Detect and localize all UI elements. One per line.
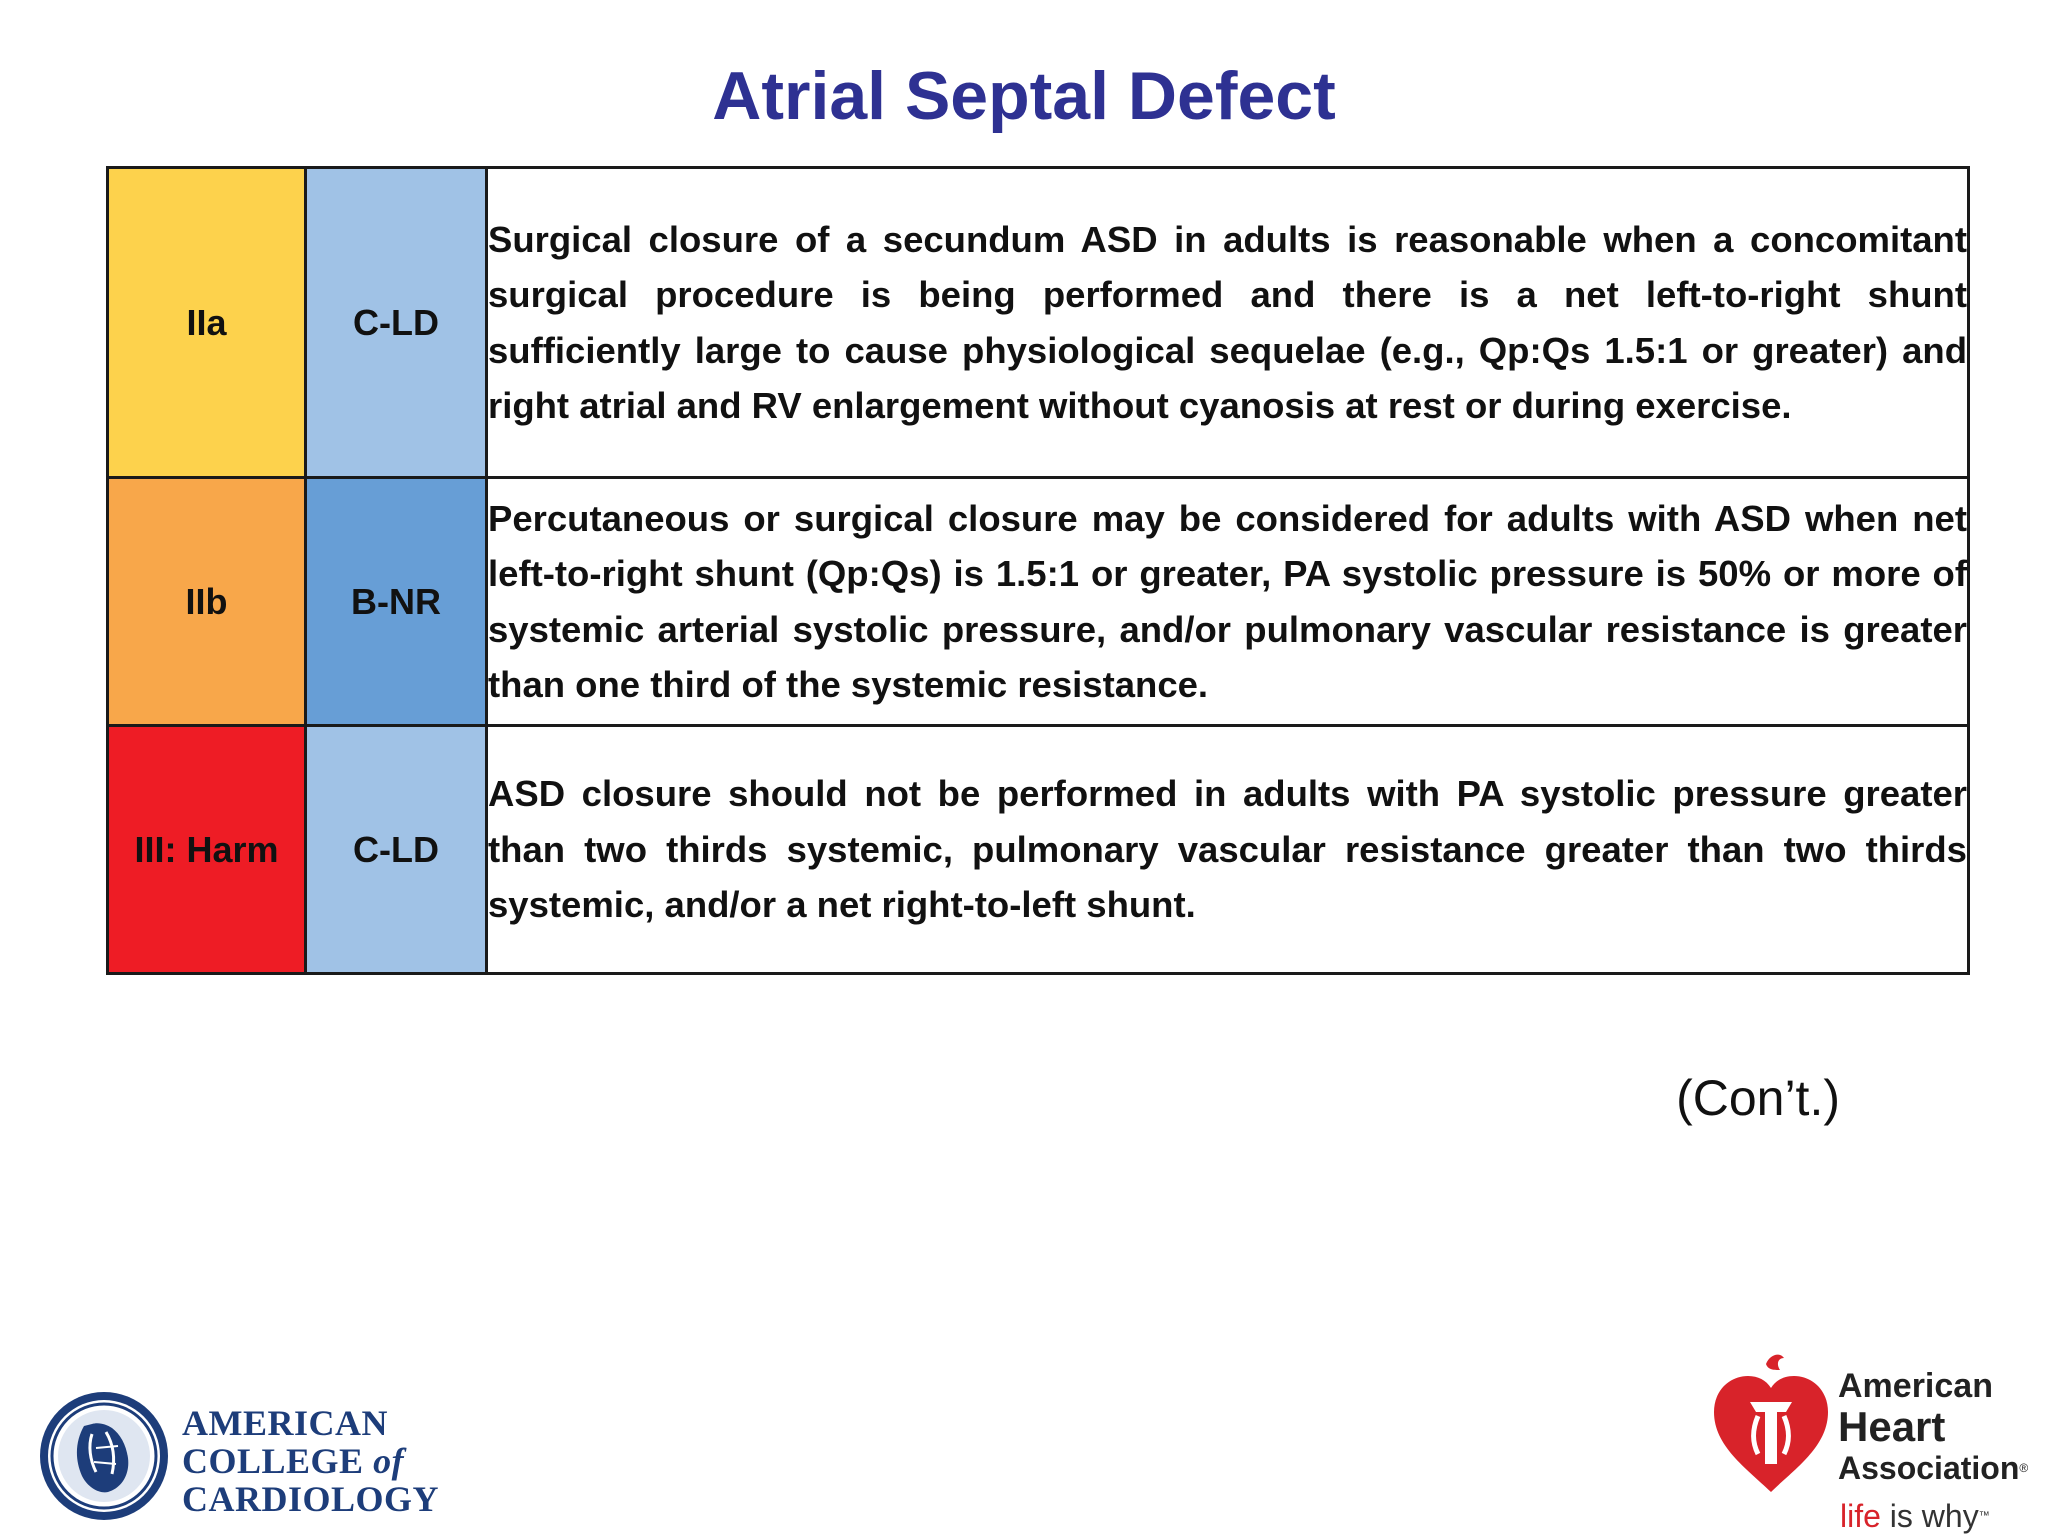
heart-torch-icon bbox=[1706, 1350, 1836, 1500]
acc-wordmark bbox=[182, 1404, 439, 1518]
continued-label: (Con’t.) bbox=[1676, 1070, 1840, 1126]
aha-registered-mark: ® bbox=[2019, 1461, 2029, 1475]
aha-tagline bbox=[1840, 1498, 1990, 1534]
aha-wordmark bbox=[1838, 1366, 2028, 1488]
aha-line-3 bbox=[1838, 1448, 2028, 1488]
recommendation-row bbox=[108, 168, 1969, 478]
aha-trademark: ™ bbox=[1978, 1510, 1990, 1522]
recommendation-text-cell: ASD closure should not be performed in adults with PA systolic pressure greater than two thirds systemic, pulmonary vascular resistance greater than two thirds systemic, and/or a net right-to-left shunt. bbox=[487, 726, 1969, 974]
aha-line-1: American bbox=[1838, 1367, 1993, 1405]
acc-line-3: CARDIOLOGY bbox=[182, 1479, 440, 1519]
recommendation-row bbox=[108, 478, 1969, 726]
class-of-recommendation-cell: IIa bbox=[108, 168, 306, 478]
aha-line-3-text: Association bbox=[1838, 1450, 2020, 1486]
aha-line-2: Heart bbox=[1838, 1403, 1946, 1450]
acc-line-2a: COLLEGE bbox=[182, 1441, 364, 1481]
level-of-evidence-cell: C-LD bbox=[306, 726, 487, 974]
class-of-recommendation-cell: III: Harm bbox=[108, 726, 306, 974]
aha-logo bbox=[1706, 1350, 2046, 1536]
recommendation-text-cell: Surgical closure of a secundum ASD in adults is reasonable when a concomitant surgical procedure is being performed and there is a net left-to-right shunt sufficiently large to cause physiological sequelae (e.g., Qp:Qs 1.5:1 or greater) and right atrial and RV enlargement without cyanosis at rest or during exercise. bbox=[487, 168, 1969, 478]
aha-tagline-life: life bbox=[1840, 1498, 1881, 1534]
acc-logo bbox=[36, 1388, 456, 1528]
aha-tagline-rest: is why bbox=[1889, 1498, 1979, 1534]
class-of-recommendation-cell: IIb bbox=[108, 478, 306, 726]
recommendation-row bbox=[108, 726, 1969, 974]
acc-seal-icon bbox=[36, 1388, 172, 1524]
level-of-evidence-cell: C-LD bbox=[306, 168, 487, 478]
slide-title: Atrial Septal Defect bbox=[712, 58, 1336, 134]
recommendations-table bbox=[106, 166, 1970, 975]
level-of-evidence-cell: B-NR bbox=[306, 478, 487, 726]
acc-line-1: AMERICAN bbox=[182, 1403, 388, 1443]
recommendation-text-cell: Percutaneous or surgical closure may be considered for adults with ASD when net left-to-right shunt (Qp:Qs) is 1.5:1 or greater, PA systolic pressure is 50% or more of systemic arterial systolic pressure, and/or pulmonary vascular resistance is greater than one third of the systemic resistance. bbox=[487, 478, 1969, 726]
acc-line-2b: of bbox=[373, 1441, 405, 1481]
acc-line-2 bbox=[182, 1442, 439, 1480]
